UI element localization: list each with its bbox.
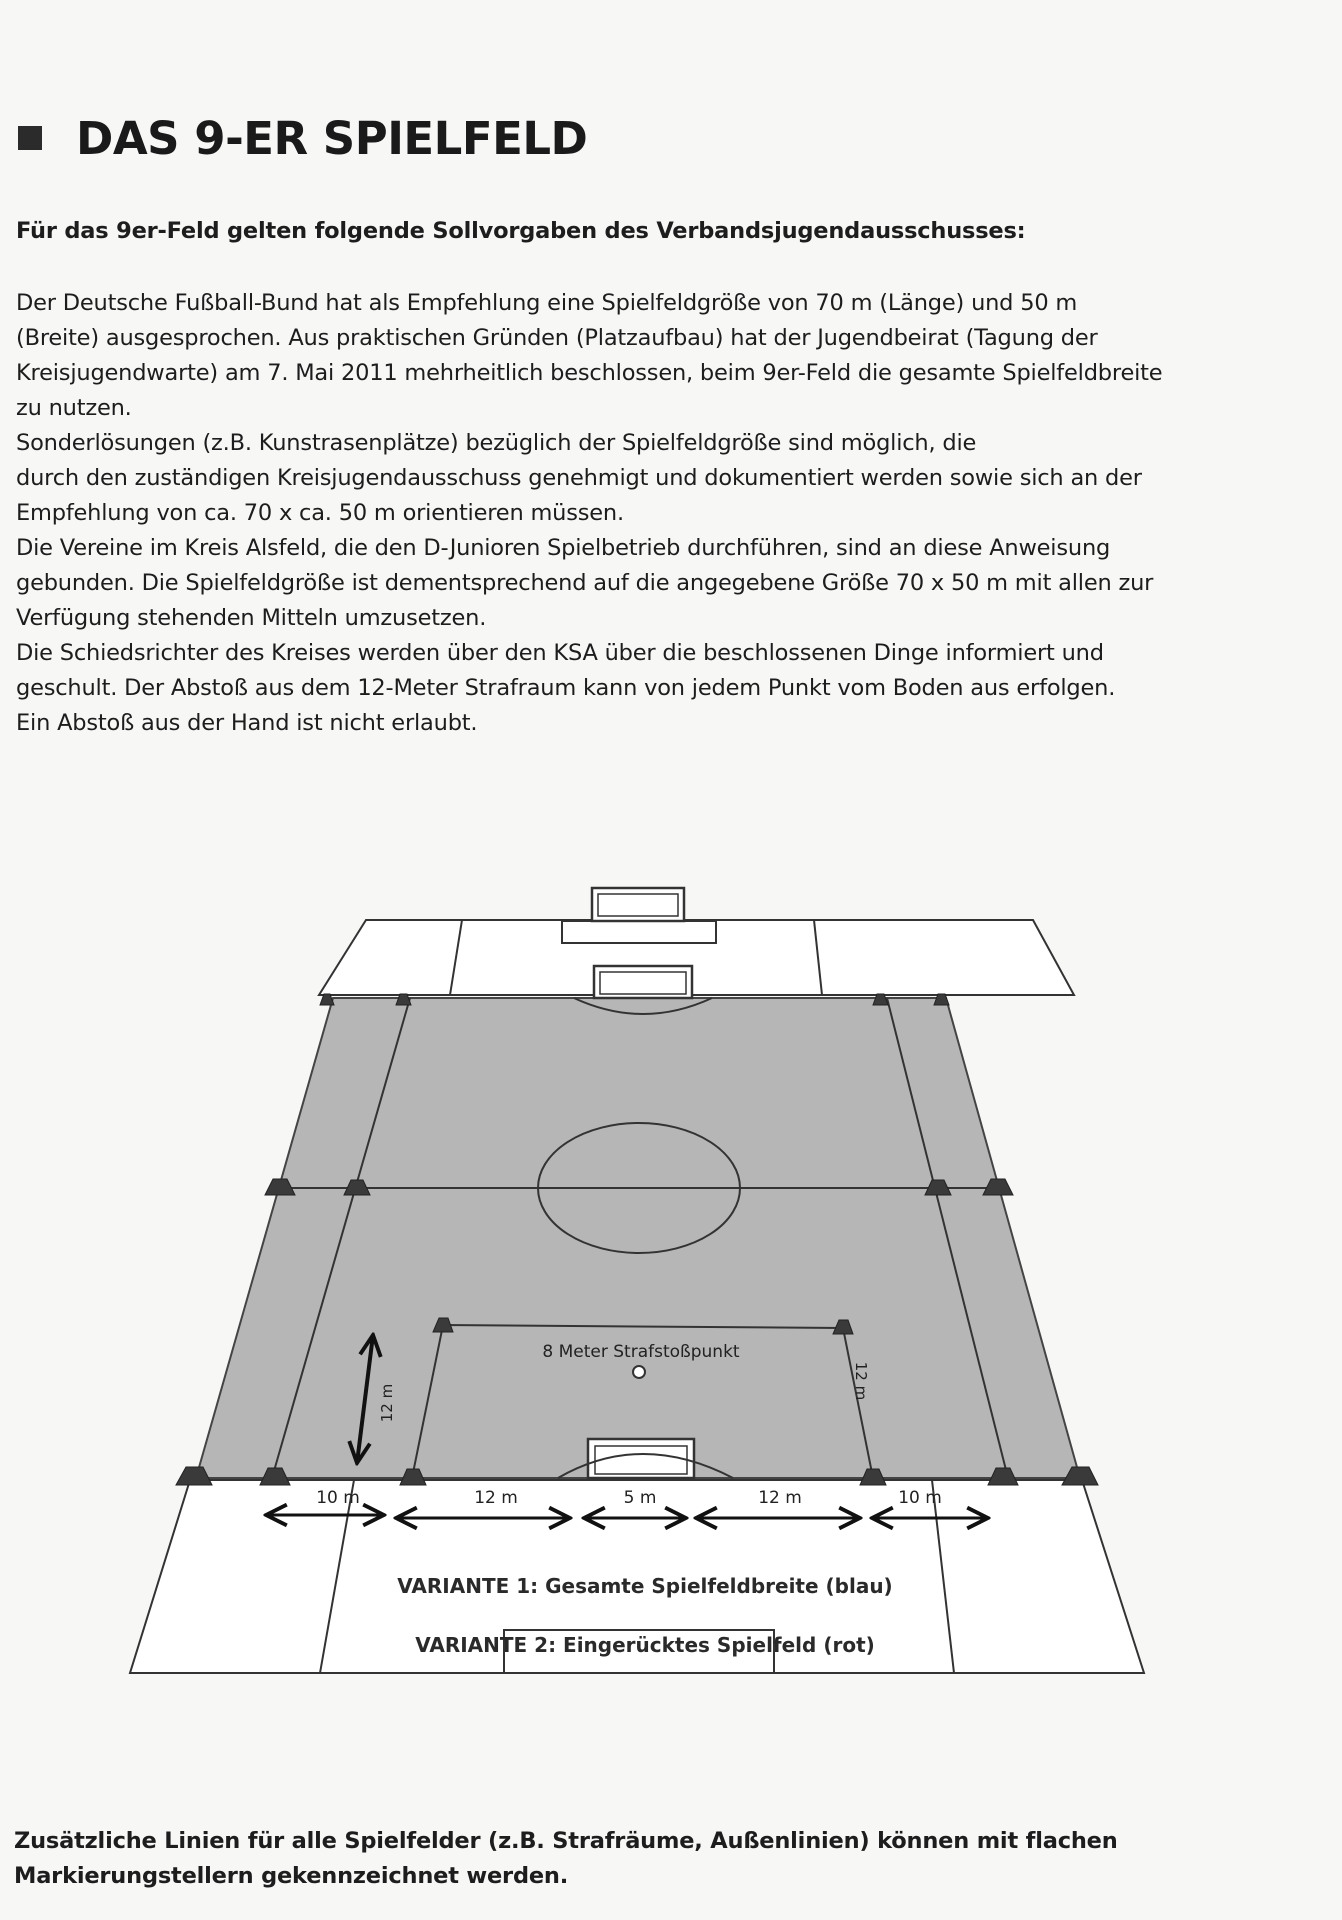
body-line: Die Schiedsrichter des Kreises werden über den KSA über die beschlossenen Dinge informiert und xyxy=(16,640,1104,666)
body-line: (Breite) ausgesprochen. Aus praktischen Gründen (Platzaufbau) hat der Jugendbeirat (Tagung der xyxy=(16,325,1098,351)
footer-line: Markierungstellern gekennzeichnet werden. xyxy=(14,1863,569,1889)
heading-square-icon xyxy=(18,126,42,150)
depth-right-label: 12 m xyxy=(852,1361,870,1401)
variant2-label: VARIANTE 2: Eingerücktes Spielfeld (rot) xyxy=(415,1633,875,1657)
page-heading xyxy=(18,108,587,168)
body-line: zu nutzen. xyxy=(16,395,132,421)
body-line: Empfehlung von ca. 70 x ca. 50 m orientieren müssen. xyxy=(16,500,624,526)
depth-left-label: 12 m xyxy=(378,1383,396,1423)
dim-label-10m-left: 10 m xyxy=(316,1488,360,1508)
dim-label-12m-right: 12 m xyxy=(758,1488,802,1508)
body-line: durch den zuständigen Kreisjugendausschuss genehmigt und dokumentiert werden sowie sich an der xyxy=(16,465,1142,491)
body-line: Die Vereine im Kreis Alsfeld, die den D-Junioren Spielbetrieb durchführen, sind an diese Anweisung xyxy=(16,535,1111,561)
penalty-spot-label: 8 Meter Strafstoßpunkt xyxy=(542,1342,740,1362)
footer-note xyxy=(14,1824,1314,1894)
body-line: gebunden. Die Spielfeldgröße ist dementsprechend auf die angegebene Größe 70 x 50 m mit allen zur xyxy=(16,570,1154,596)
body-line: Verfügung stehenden Mitteln umzusetzen. xyxy=(16,605,487,631)
penalty-spot xyxy=(633,1366,645,1378)
body-line: Sonderlösungen (z.B. Kunstrasenplätze) bezüglich der Spielfeldgröße sind möglich, die xyxy=(16,430,977,456)
dim-label-12m-left: 12 m xyxy=(474,1488,518,1508)
subtitle: Für das 9er-Feld gelten folgende Sollvorgaben des Verbandsjugendausschusses: xyxy=(16,218,1026,244)
page-title: DAS 9-ER SPIELFELD xyxy=(76,111,588,165)
footer-line: Zusätzliche Linien für alle Spielfelder (z.B. Strafräume, Außenlinien) können mit flachen xyxy=(14,1828,1118,1854)
body-text xyxy=(16,286,1316,741)
far-field-area xyxy=(319,920,1074,995)
variant1-label: VARIANTE 1: Gesamte Spielfeldbreite (blau) xyxy=(397,1574,893,1598)
body-line: geschult. Der Abstoß aus dem 12-Meter Strafraum kann von jedem Punkt vom Boden aus erfolgen. xyxy=(16,675,1116,701)
body-line: Kreisjugendwarte) am 7. Mai 2011 mehrheitlich beschlossen, beim 9er-Feld die gesamte Spielfeldbreite xyxy=(16,360,1163,386)
dim-label-5m: 5 m xyxy=(623,1488,657,1508)
top-goal xyxy=(594,966,692,998)
body-line: Der Deutsche Fußball-Bund hat als Empfehlung eine Spielfeldgröße von 70 m (Länge) und 50 m xyxy=(16,290,1078,316)
field-diagram xyxy=(0,860,1342,1700)
dim-label-10m-right: 10 m xyxy=(898,1488,942,1508)
body-line: Ein Abstoß aus der Hand ist nicht erlaubt. xyxy=(16,710,478,736)
